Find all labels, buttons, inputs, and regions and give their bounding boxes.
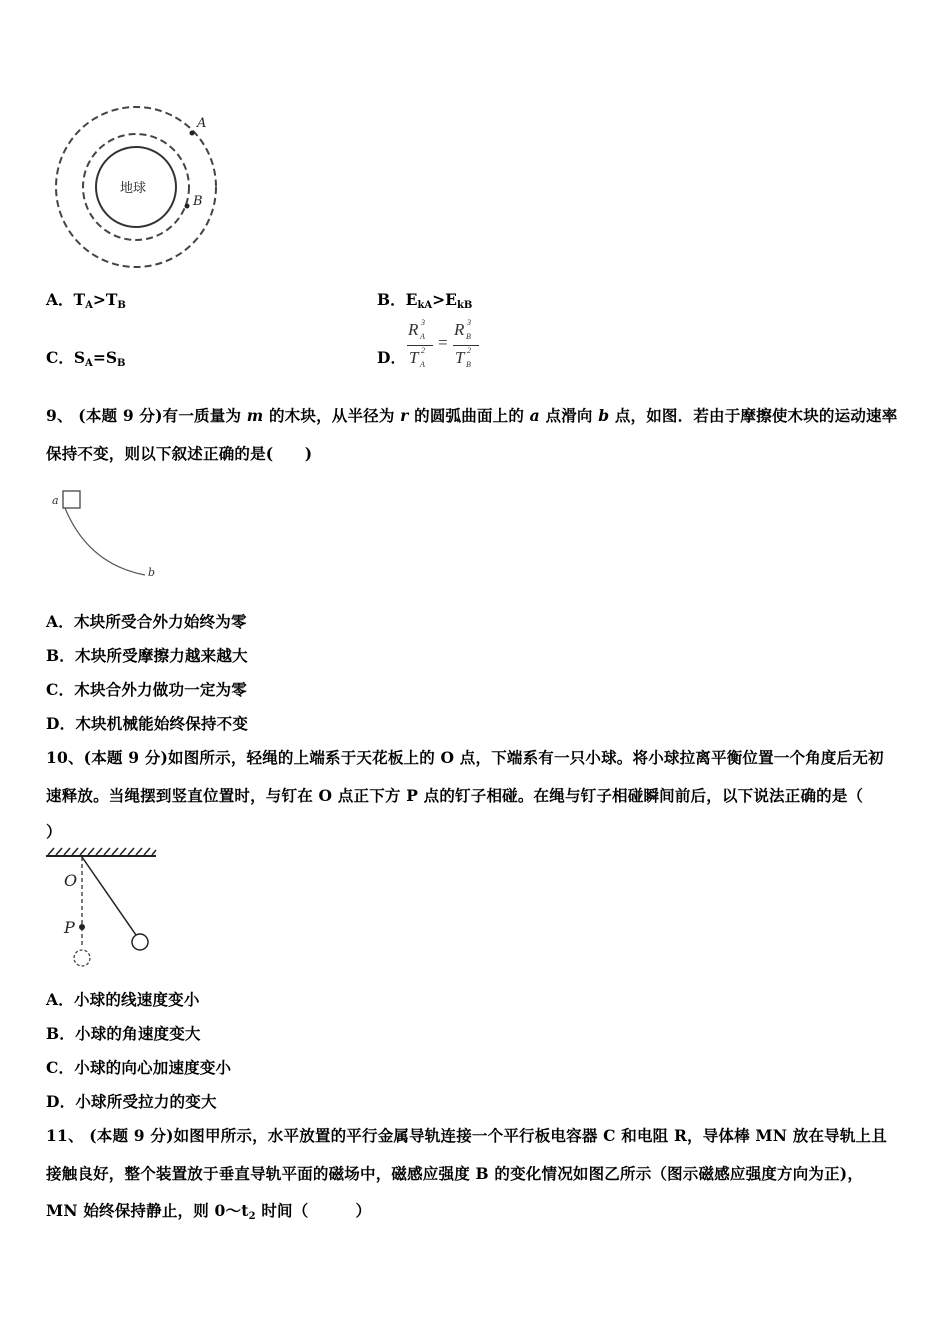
arc-figure bbox=[48, 486, 163, 586]
satellite-b bbox=[185, 204, 190, 209]
nail-p bbox=[79, 924, 85, 930]
q10-option-c[interactable]: C．小球的向心加速度变小 bbox=[46, 1058, 232, 1077]
q11-stem-line-1: 11、 (本题 9 分)如图甲所示，水平放置的平行金属导轨连接一个平行板电容器 C 和电阻 R，导体棒 MN 放在导轨上且 bbox=[46, 1126, 887, 1145]
q8-option-d-formula: R 3 A T 2 A = R 3 B T 2 B bbox=[405, 318, 485, 374]
wood-block bbox=[63, 491, 80, 508]
rope bbox=[82, 857, 136, 935]
q8-option-d[interactable]: D． bbox=[377, 348, 406, 367]
satellite-a bbox=[190, 131, 195, 136]
ball-ghost bbox=[74, 950, 90, 966]
q9-option-a[interactable]: A．木块所受合外力始终为零 bbox=[46, 612, 247, 631]
q9-option-b[interactable]: B．木块所受摩擦力越来越大 bbox=[46, 646, 248, 665]
q9-stem-line-2: 保持不变，则以下叙述正确的是( ) bbox=[46, 444, 313, 463]
label-o: O bbox=[64, 871, 78, 890]
q11-stem-line-2: 接触良好，整个装置放于垂直导轨平面的磁场中，磁感应强度 B 的变化情况如图乙所示（图示磁感应强度方向为正)， bbox=[46, 1164, 864, 1183]
label-b: B bbox=[193, 194, 203, 209]
q9-option-d[interactable]: D．木块机械能始终保持不变 bbox=[46, 714, 249, 733]
q8-option-c[interactable]: C．$S_A=S_B$ bbox=[46, 348, 126, 369]
label-p: P bbox=[64, 918, 75, 937]
arc-label-b: b bbox=[148, 566, 156, 579]
q10-option-b[interactable]: B．小球的角速度变大 bbox=[46, 1024, 201, 1043]
arc-surface bbox=[65, 508, 145, 575]
q9-stem-line-1: 9、 (本题 9 分)有一质量为 m 的木块，从半径为 r 的圆弧曲面上的 a 点滑向 b 点，如图．若由于摩擦使木块的运动速率 bbox=[46, 406, 898, 425]
q10-option-d[interactable]: D．小球所受拉力的变大 bbox=[46, 1092, 217, 1111]
arc-label-a: a bbox=[52, 494, 59, 507]
q8-option-a[interactable]: A．$T_A>T_B$ bbox=[46, 290, 126, 311]
label-a: A bbox=[197, 116, 207, 131]
q10-stem-line-2: 速释放。当绳摆到竖直位置时，与钉在 O 点正下方 P 点的钉子相碰。在绳与钉子相碰瞬间前后，以下说法正确的是（ bbox=[46, 786, 864, 805]
earth-label: 地球 bbox=[120, 181, 147, 196]
ball bbox=[132, 934, 148, 950]
q9-option-c[interactable]: C．木块合外力做功一定为零 bbox=[46, 680, 247, 699]
ceiling-hatch bbox=[48, 848, 156, 855]
q11-stem-line-3: MN 始终保持静止，则 $0\sim t_2$ 时间（ ） bbox=[46, 1201, 372, 1222]
orbit-figure bbox=[48, 105, 228, 275]
q10-stem-line-1: 10、(本题 9 分)如图所示，轻绳的上端系于天花板上的 O 点，下端系有一只小球。将小球拉离平衡位置一个角度后无初 bbox=[46, 748, 884, 767]
q8-option-b[interactable]: B．$E_{kA}>E_{kB}$ bbox=[377, 290, 473, 311]
pendulum-figure bbox=[42, 845, 167, 970]
q10-stem-line-3: ） bbox=[46, 822, 62, 841]
q10-option-a[interactable]: A．小球的线速度变小 bbox=[46, 990, 200, 1009]
